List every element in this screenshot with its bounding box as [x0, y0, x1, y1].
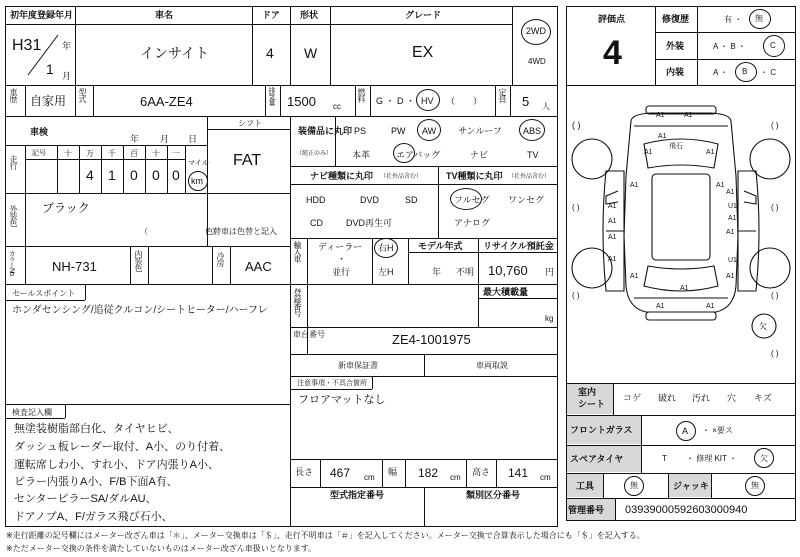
interior-item: 破れ: [658, 393, 677, 403]
color-label: 外装色: [9, 205, 18, 226]
front-glass-selected: A: [682, 426, 689, 436]
control-label: 管理番号: [568, 505, 605, 515]
door-label: ドア: [262, 10, 280, 20]
height-label: 高さ: [472, 467, 491, 477]
import-left: 左H: [378, 267, 394, 277]
color-value: ブラック: [42, 201, 90, 215]
svg-text:( ): ( ): [771, 291, 779, 300]
spare-t: T: [662, 454, 667, 463]
damage-mark: A1: [680, 285, 689, 292]
interior-item: キズ: [754, 393, 772, 403]
manual: 車両取説: [476, 361, 508, 370]
svg-text:( ): ( ): [771, 349, 779, 358]
vehicle-type-label: 車歴: [9, 88, 18, 102]
model-year-unknown: 不明: [456, 267, 475, 277]
damage-mark: A1: [630, 273, 639, 280]
yen-unit: 円: [545, 267, 555, 277]
year-unit: 年: [62, 41, 72, 51]
car-name: インサイト: [140, 45, 210, 61]
kg-unit: kg: [545, 314, 554, 323]
length: 467: [330, 466, 351, 480]
damage-mark: A1: [716, 182, 725, 189]
height: 141: [508, 466, 529, 480]
max-load-label: 最大積載量: [483, 287, 529, 297]
interior-label: 内装: [666, 67, 685, 77]
fuel-selected: HV: [421, 96, 434, 106]
mileage-label: 走行: [9, 155, 18, 169]
shape: W: [304, 45, 318, 61]
tools-label: 工具: [576, 481, 595, 491]
model: 6AA-ZE4: [140, 94, 193, 109]
missing-mark: 欠: [759, 322, 767, 331]
inspector-line: ドアノブA、F/ガラス飛び石小、: [14, 511, 173, 523]
damage-mark: A1: [608, 218, 617, 225]
footer-note-2: ※ただメーター交換の条件を満たしていないものはメーター改ざん車扱いとなります。: [6, 544, 317, 553]
displacement-label: 排気量: [268, 87, 275, 105]
import-right: 右H: [378, 243, 394, 253]
shift: FAT: [233, 152, 262, 169]
interior-selected: B: [742, 67, 748, 76]
interior-item: 汚れ: [692, 393, 711, 403]
tv-sub: （社外品含む）: [508, 174, 551, 180]
interior-seat-label2: シート: [578, 399, 606, 409]
inspector-line: センターピラーSA/ダルAU、: [14, 493, 157, 505]
damage-mark: A1: [726, 273, 735, 280]
inspection-year: 年: [130, 134, 140, 144]
exterior-label: 外装: [666, 41, 685, 51]
damage-mark: A1: [706, 149, 715, 156]
equipment-sub: （純正のみ）: [296, 151, 333, 157]
damage-mark: A1: [656, 303, 665, 310]
digit-header: 一: [172, 149, 180, 158]
month-unit: 月: [62, 71, 72, 81]
ac-value: AAC: [245, 259, 272, 274]
tv-item: アナログ: [454, 218, 491, 228]
tv-label: TV種類に丸印: [446, 171, 503, 181]
footer-note-1: ※走行距離の記号欄にはメーター改ざん車は「＊」、メーター交換車は「＄」、走行不明車は「＃」を記入してください。メーター交換で合算表示した場合にも「＄」を記入する。: [6, 531, 645, 540]
control-number: 0393900059260300094​0: [625, 504, 748, 516]
km-label: km: [191, 176, 203, 186]
equip-tv: TV: [527, 150, 539, 160]
damage-mark: A1: [706, 303, 715, 310]
first-reg-label: 初年度登録年月: [10, 10, 74, 20]
interior-item: コゲ: [623, 393, 642, 403]
import-dot: ・: [337, 254, 347, 264]
front-glass-rest: ・ ×要ス: [702, 426, 733, 435]
car-damage-diagram: [566, 86, 796, 376]
interior-opts-a: A ・: [713, 68, 729, 77]
color-paren: （ ）: [140, 227, 220, 236]
doors: 4: [266, 45, 274, 61]
mileage-digit: 0: [172, 167, 180, 183]
inspection-month: 月: [160, 134, 170, 144]
interior-seat-label: 室内: [578, 387, 597, 397]
mileage-note-label: 記号: [32, 150, 46, 157]
digit-header: 十: [152, 149, 160, 158]
exterior-selected: C: [770, 41, 776, 50]
length-label: 長さ: [295, 467, 314, 477]
tv-item: ワンセグ: [508, 195, 545, 205]
navi-label: ナビ種類に丸印: [310, 171, 374, 181]
color-no: NH-731: [52, 259, 97, 274]
score: 4: [603, 34, 622, 72]
damage-mark: A1: [726, 229, 735, 236]
repair-label: 修復歴: [662, 14, 690, 24]
damage-mark: A1: [728, 215, 737, 222]
sales-point-label: セールスポイント: [12, 289, 76, 298]
jack-selected: 無: [751, 481, 759, 490]
svg-text:( ): ( ): [771, 203, 779, 212]
capacity: 5: [522, 94, 530, 109]
score-label: 評価点: [598, 14, 626, 24]
notes-label: 注意事項・不具合箇所: [297, 380, 367, 387]
inspector-line: 運転席しわ小、すれ小、ドア内張りA小、: [14, 459, 220, 471]
damage-mark: U1: [728, 203, 737, 210]
chassis-label: 車台番号: [293, 330, 325, 339]
damage-mark: U1: [728, 257, 737, 264]
capacity-label: 定員: [498, 88, 507, 102]
stone-label: 飛石: [669, 143, 683, 150]
damage-mark: A1: [656, 112, 665, 119]
damage-mark: A1: [608, 234, 617, 241]
navi-item: SD: [405, 195, 418, 205]
tools-selected: 無: [630, 481, 638, 490]
shift-label: シフト: [238, 119, 262, 128]
sales-point-text: ホンダセンシング/追従クルコン/シートヒーター/ハーフレ: [12, 305, 268, 316]
svg-text:( ): ( ): [572, 291, 580, 300]
cm-unit: cm: [450, 473, 461, 482]
inspector-label: 検査記入欄: [12, 408, 52, 417]
equip-airbag: エアバッグ: [396, 150, 441, 160]
navi-sub: （社外品含む）: [380, 174, 423, 180]
car-name-label: 車名: [155, 10, 174, 20]
damage-mark: A1: [658, 133, 667, 140]
displacement: 1500: [287, 94, 316, 109]
equip-pw: PW: [391, 126, 406, 136]
equip-ps: PS: [354, 126, 367, 136]
digit-header: 万: [86, 149, 94, 158]
damage-mark: A1: [644, 149, 653, 156]
cm-unit: cm: [540, 473, 551, 482]
model-label: 型式: [78, 88, 87, 102]
drive-4wd: 4WD: [528, 57, 546, 66]
svg-text:( ): ( ): [771, 121, 779, 130]
color-no-label: カラーNo.: [8, 250, 15, 276]
warranty: 新車保証書: [338, 361, 378, 370]
vehicle-type: 自家用: [30, 94, 67, 108]
mileage-digit: 0: [130, 167, 138, 183]
equipment-label: 装備品に丸印: [298, 126, 353, 136]
grade: EX: [412, 44, 434, 61]
interior-opts-c: ・ C: [760, 68, 776, 77]
mileage-digit: 1: [108, 167, 116, 183]
damage-mark: A1: [726, 189, 735, 196]
category-label: 類別区分番号: [466, 490, 521, 500]
equip-aw: AW: [422, 126, 437, 136]
interior-color-label: 内装色: [134, 250, 143, 271]
repair-selected: 無: [755, 14, 763, 23]
reg-number-label: 登録番号: [293, 288, 302, 316]
digit-header: 十: [64, 149, 72, 158]
reg-month: 1: [46, 61, 54, 77]
notes-text: フロアマットなし: [298, 394, 386, 406]
damage-mark: A1: [630, 182, 639, 189]
ac-label: 冷房: [216, 252, 225, 266]
navi-item: DVD: [360, 195, 380, 205]
fuel-paren: （ ）: [446, 96, 483, 106]
digit-header: 千: [108, 149, 116, 158]
import-dealer: ディーラー: [318, 242, 363, 252]
import-parallel: 並行: [332, 267, 351, 277]
svg-text:( ): ( ): [572, 120, 581, 130]
equip-leather: 本革: [352, 150, 371, 160]
chassis-number: ZE4-1001975: [392, 332, 471, 347]
mileage-digit: 4: [86, 167, 94, 183]
equip-abs: ABS: [523, 126, 542, 136]
damage-mark: A1: [608, 256, 617, 263]
mile-label: マイル: [188, 160, 209, 167]
reg-era: H31: [12, 37, 42, 54]
recycle-value: 10,760: [488, 263, 528, 278]
capacity-unit: 人: [542, 102, 550, 111]
inspection-day: 日: [188, 134, 198, 144]
damage-mark: A1: [608, 203, 617, 210]
navi-item: HDD: [306, 195, 326, 205]
color-note: 色替車は色替と記入: [205, 227, 277, 236]
front-glass-label: フロントガラス: [570, 425, 633, 435]
width: 182: [418, 466, 439, 480]
jack-label: ジャッキ: [673, 481, 709, 491]
model-year-unit: 年: [432, 267, 442, 277]
shape-label: 形状: [300, 10, 319, 20]
fuel-options: G ・ D ・: [376, 96, 416, 106]
exterior-opts: A ・ B ・: [713, 42, 746, 51]
interior-item: 穴: [727, 393, 737, 403]
import-label: 輸入車: [293, 241, 302, 262]
navi-item: DVD再生可: [346, 218, 393, 228]
damage-mark: A1: [684, 112, 693, 119]
grade-label: グレード: [405, 10, 442, 20]
inspection-label: 車検: [30, 127, 49, 137]
diagonal-slash: [18, 30, 68, 80]
recycle-label: リサイクル預託金: [483, 241, 554, 251]
inspector-line: 無塗装樹脂部白化、タイヤヒビ、: [14, 423, 179, 435]
cm-unit: cm: [364, 473, 375, 482]
fuel-label: 燃料: [357, 88, 366, 102]
tv-item: フルセグ: [454, 195, 490, 205]
inspector-line: ピラー内張りA小、F/B下面A有、: [14, 476, 178, 488]
width-label: 幅: [388, 467, 398, 477]
mileage-digit: 0: [152, 167, 160, 183]
equip-navi: ナビ: [470, 150, 489, 160]
spare-selected: 欠: [760, 454, 768, 463]
model-year-label: モデル年式: [418, 241, 463, 251]
spare-kit: ・ 修理 KIT ・: [686, 454, 737, 463]
inspector-line: ダッシュ板レーダー取付、A小、のり付着、: [14, 441, 231, 453]
digit-header: 百: [130, 149, 138, 158]
equip-sunroof: サンルーフ: [458, 126, 502, 136]
drive-2wd: 2WD: [526, 26, 546, 36]
spare-label: スペアタイヤ: [570, 454, 624, 464]
repair-opts: 有 ・: [724, 15, 743, 24]
navi-item: CD: [310, 218, 323, 228]
type-designation-label: 型式指定番号: [330, 490, 385, 500]
cc-unit: cc: [333, 102, 341, 111]
svg-text:( ): ( ): [572, 203, 580, 212]
